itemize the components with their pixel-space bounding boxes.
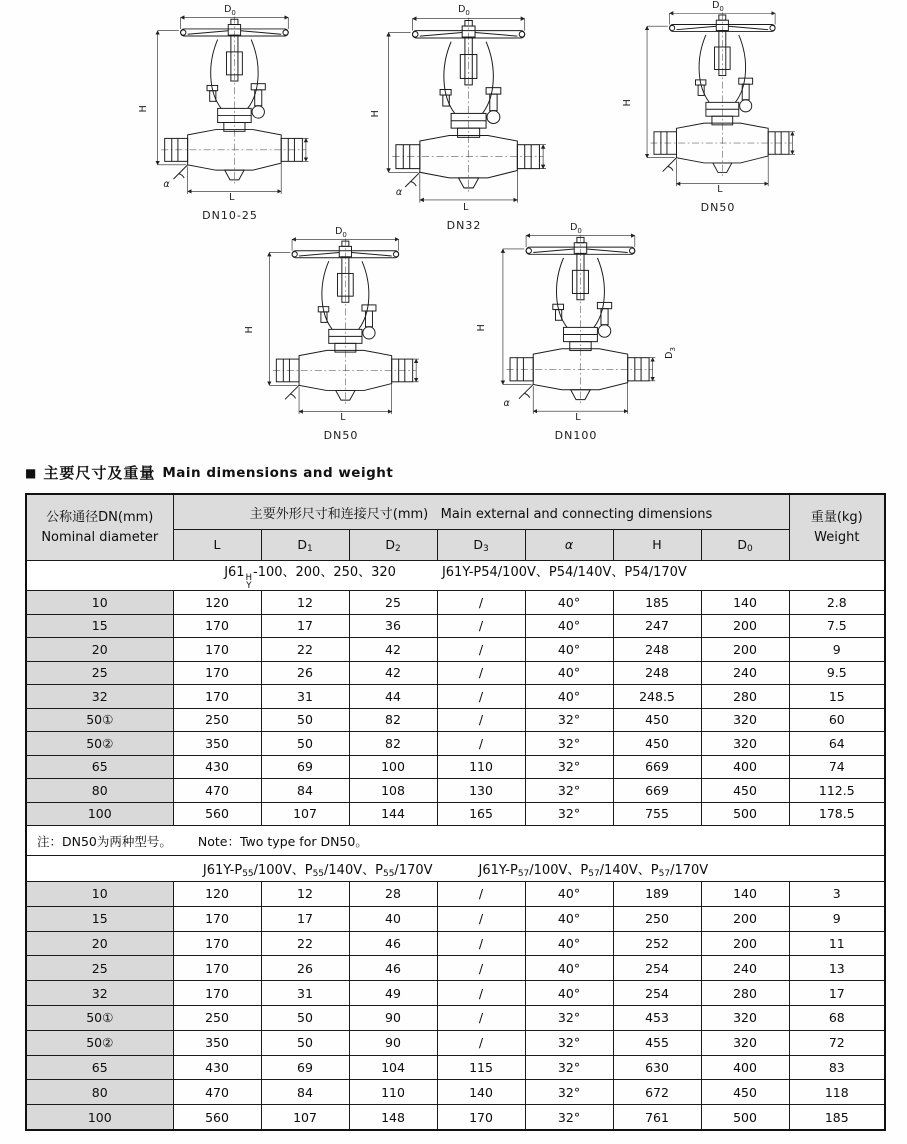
model-series-left: $J61Y-P_{55}/100V$、$P_{55}/140V$、$P_{55}/170V$ xyxy=(202,862,433,879)
dimension-label-d0: $D_0$ xyxy=(712,0,724,13)
weight-cell: 9 xyxy=(789,638,885,662)
d3-cell: / xyxy=(437,614,525,638)
d0-cell: 500 xyxy=(701,1105,789,1130)
table-row xyxy=(26,755,885,779)
d0-cell: 200 xyxy=(701,614,789,638)
d2-cell: 46 xyxy=(349,931,437,956)
d0-cell: 200 xyxy=(701,906,789,931)
d3-cell: / xyxy=(437,882,525,907)
nominal-diameter-cell: 100 xyxy=(26,802,173,826)
dimension-label-alpha: α xyxy=(395,187,403,199)
d1-cell: 50 xyxy=(261,1030,349,1055)
d2-cell: 42 xyxy=(349,661,437,685)
dimension-label-l: L xyxy=(575,411,581,423)
h-cell: 248 xyxy=(613,638,701,662)
alpha-cell: 32° xyxy=(525,708,613,732)
table-row xyxy=(26,1080,885,1105)
d3-cell: 130 xyxy=(437,779,525,803)
weight-cell: 68 xyxy=(789,1005,885,1030)
l-cell: 250 xyxy=(173,708,261,732)
l-cell: 350 xyxy=(173,1030,261,1055)
col-header-nominal-diameter xyxy=(26,494,173,561)
alpha-cell: 32° xyxy=(525,779,613,803)
d2-cell: 82 xyxy=(349,708,437,732)
d1-cell: 69 xyxy=(261,755,349,779)
dimensions-weight-table xyxy=(25,493,886,1131)
alpha-cell: 32° xyxy=(525,802,613,826)
nominal-diameter-cell: 100 xyxy=(26,1105,173,1130)
l-cell: 430 xyxy=(173,1055,261,1080)
d3-cell: / xyxy=(437,661,525,685)
d2-cell: 28 xyxy=(349,882,437,907)
d2-cell: 148 xyxy=(349,1105,437,1130)
table-row xyxy=(26,638,885,662)
h-cell: 185 xyxy=(613,591,701,615)
d2-cell: 82 xyxy=(349,732,437,756)
nominal-diameter-cell: 32 xyxy=(26,981,173,1006)
table-row xyxy=(26,661,885,685)
d1-cell: 12 xyxy=(261,591,349,615)
d0-cell: 320 xyxy=(701,708,789,732)
l-cell: 170 xyxy=(173,638,261,662)
d0-cell: 450 xyxy=(701,779,789,803)
col-header-d3: $D_3$ xyxy=(437,530,525,561)
d1-cell: 69 xyxy=(261,1055,349,1080)
d0-cell: 240 xyxy=(701,956,789,981)
d0-cell: 280 xyxy=(701,981,789,1006)
d0-cell: 140 xyxy=(701,591,789,615)
section-title-en: Main dimensions and weight xyxy=(162,464,394,481)
h-cell: 248.5 xyxy=(613,685,701,709)
nominal-diameter-cell: 80 xyxy=(26,779,173,803)
d0-cell: 320 xyxy=(701,732,789,756)
d2-cell: 100 xyxy=(349,755,437,779)
dimension-label-h: H xyxy=(243,326,255,334)
weight-cell: 13 xyxy=(789,956,885,981)
table-row xyxy=(26,1005,885,1030)
weight-cell: 185 xyxy=(789,1105,885,1130)
nominal-diameter-cn: 公称通径DN(mm) xyxy=(46,510,154,525)
d2-cell: 144 xyxy=(349,802,437,826)
valve-drawing-dn50-a xyxy=(621,0,812,216)
dimension-label-d0: $D_0$ xyxy=(458,4,470,17)
note-en: Note：Two type for DN50。 xyxy=(197,833,368,849)
d0-cell: 500 xyxy=(701,802,789,826)
l-cell: 430 xyxy=(173,755,261,779)
d1-cell: 84 xyxy=(261,779,349,803)
h-cell: 254 xyxy=(613,981,701,1006)
dimension-label-l: L xyxy=(463,201,469,213)
h-cell: 630 xyxy=(613,1055,701,1080)
d3-cell: 110 xyxy=(437,755,525,779)
dimension-label-h: H xyxy=(621,99,633,107)
square-bullet-icon: ■ xyxy=(25,465,37,480)
model-series-right: $J61Y-P_{57}/100V$、$P_{57}/140V$、$P_{57}/170V$ xyxy=(478,862,709,879)
dimension-label-alpha: α xyxy=(163,178,170,190)
l-cell: 470 xyxy=(173,779,261,803)
weight-cell: 9 xyxy=(789,906,885,931)
d3-cell: / xyxy=(437,685,525,709)
table-row xyxy=(26,708,885,732)
weight-cell: 2.8 xyxy=(789,591,885,615)
globe-valve-illustration xyxy=(621,2,812,201)
d3-cell: / xyxy=(437,732,525,756)
l-cell: 170 xyxy=(173,685,261,709)
nominal-diameter-cell: 20 xyxy=(26,931,173,956)
h-cell: 453 xyxy=(613,1005,701,1030)
dimension-label-l: L xyxy=(340,411,346,423)
l-cell: 170 xyxy=(173,614,261,638)
d0-cell: 200 xyxy=(701,931,789,956)
d2-cell: 44 xyxy=(349,685,437,709)
table-row xyxy=(26,882,885,907)
nominal-diameter-cell: 25 xyxy=(26,661,173,685)
d1-cell: 26 xyxy=(261,956,349,981)
nominal-diameter-cell: 50② xyxy=(26,732,173,756)
alpha-cell: 32° xyxy=(525,1030,613,1055)
d0-cell: 200 xyxy=(701,638,789,662)
table-row xyxy=(26,1030,885,1055)
alpha-cell: 40° xyxy=(525,882,613,907)
alpha-cell: 32° xyxy=(525,1105,613,1130)
l-cell: 560 xyxy=(173,802,261,826)
h-cell: 189 xyxy=(613,882,701,907)
d0-cell: 400 xyxy=(701,1055,789,1080)
l-cell: 470 xyxy=(173,1080,261,1105)
valve-drawing-dn32 xyxy=(369,4,556,234)
valve-drawings-section xyxy=(0,0,907,452)
model-series-left: J61 H Y -100、200、250、320 xyxy=(224,565,396,591)
table-row xyxy=(26,956,885,981)
d2-cell: 40 xyxy=(349,906,437,931)
col-header-d1: $D_1$ xyxy=(261,530,349,561)
alpha-cell: 32° xyxy=(525,1005,613,1030)
d1-cell: 31 xyxy=(261,981,349,1006)
nominal-diameter-cell: 65 xyxy=(26,1055,173,1080)
d3-cell: / xyxy=(437,638,525,662)
alpha-cell: 40° xyxy=(525,931,613,956)
section-title xyxy=(25,462,907,483)
d0-cell: 400 xyxy=(701,755,789,779)
globe-valve-illustration xyxy=(243,228,436,429)
nominal-diameter-cell: 15 xyxy=(26,614,173,638)
l-cell: 170 xyxy=(173,906,261,931)
d1-cell: 22 xyxy=(261,931,349,956)
l-cell: 350 xyxy=(173,732,261,756)
table-row xyxy=(26,802,885,826)
d1-cell: 17 xyxy=(261,906,349,931)
d3-cell: / xyxy=(437,906,525,931)
d3-cell: / xyxy=(437,708,525,732)
weight-cell: 7.5 xyxy=(789,614,885,638)
d1-cell: 17 xyxy=(261,614,349,638)
h-cell: 450 xyxy=(613,708,701,732)
col-header-h: H xyxy=(613,530,701,561)
table-row xyxy=(26,685,885,709)
d1-cell: 107 xyxy=(261,1105,349,1130)
d3-cell: 140 xyxy=(437,1080,525,1105)
d2-cell: 25 xyxy=(349,591,437,615)
drawing-caption: DN10-25 xyxy=(202,209,258,222)
h-cell: 761 xyxy=(613,1105,701,1130)
weight-cell: 15 xyxy=(789,685,885,709)
drawing-caption: DN50 xyxy=(323,429,359,442)
dimension-label-h: H xyxy=(137,105,149,113)
d2-cell: 46 xyxy=(349,956,437,981)
h-cell: 455 xyxy=(613,1030,701,1055)
valve-drawing-dn10-25 xyxy=(137,4,320,224)
section-title-cn: 主要尺寸及重量 xyxy=(43,464,156,482)
model-series-row xyxy=(26,856,885,882)
weight-cell: 11 xyxy=(789,931,885,956)
dimension-label-h: H xyxy=(369,109,381,117)
h-cell: 254 xyxy=(613,956,701,981)
h-cell: 669 xyxy=(613,755,701,779)
nominal-diameter-cell: 50① xyxy=(26,708,173,732)
d0-cell: 140 xyxy=(701,882,789,907)
col-header-l: L xyxy=(173,530,261,561)
l-cell: 170 xyxy=(173,931,261,956)
weight-cell: 9.5 xyxy=(789,661,885,685)
dimension-label-d0: $D_0$ xyxy=(224,4,236,17)
h-cell: 669 xyxy=(613,779,701,803)
alpha-cell: 40° xyxy=(525,614,613,638)
dimension-label-alpha: α xyxy=(503,398,510,410)
weight-cell: 118 xyxy=(789,1080,885,1105)
weight-cell: 64 xyxy=(789,732,885,756)
valve-drawing-dn100 xyxy=(475,222,678,444)
alpha-cell: 32° xyxy=(525,1080,613,1105)
alpha-cell: 40° xyxy=(525,661,613,685)
h-cell: 755 xyxy=(613,802,701,826)
d2-cell: 90 xyxy=(349,1005,437,1030)
d0-cell: 280 xyxy=(701,685,789,709)
d2-cell: 36 xyxy=(349,614,437,638)
d2-cell: 104 xyxy=(349,1055,437,1080)
weight-cell: 3 xyxy=(789,882,885,907)
table-row xyxy=(26,732,885,756)
d3-cell: / xyxy=(437,931,525,956)
col-header-main-dimensions xyxy=(173,494,789,530)
col-header-d2: $D_2$ xyxy=(349,530,437,561)
l-cell: 120 xyxy=(173,882,261,907)
d2-cell: 42 xyxy=(349,638,437,662)
valve-drawing-dn50-b xyxy=(243,226,436,444)
nominal-diameter-cell: 10 xyxy=(26,882,173,907)
d2-cell: 108 xyxy=(349,779,437,803)
h-cell: 672 xyxy=(613,1080,701,1105)
alpha-cell: 40° xyxy=(525,638,613,662)
weight-cell: 60 xyxy=(789,708,885,732)
d3-cell: 170 xyxy=(437,1105,525,1130)
weight-cell: 83 xyxy=(789,1055,885,1080)
d1-cell: 50 xyxy=(261,1005,349,1030)
alpha-cell: 40° xyxy=(525,906,613,931)
l-cell: 560 xyxy=(173,1105,261,1130)
alpha-cell: 40° xyxy=(525,956,613,981)
col-header-weight xyxy=(789,494,885,561)
nominal-diameter-cell: 80 xyxy=(26,1080,173,1105)
l-cell: 170 xyxy=(173,956,261,981)
table-row xyxy=(26,931,885,956)
main-dimensions-cn: 主要外形尺寸和连接尺寸(mm) xyxy=(249,506,429,522)
nominal-diameter-cell: 10 xyxy=(26,591,173,615)
nominal-diameter-cell: 65 xyxy=(26,755,173,779)
dimension-label-d3: $D_3$ xyxy=(664,347,678,360)
drawing-caption: DN50 xyxy=(700,201,736,214)
d2-cell: 90 xyxy=(349,1030,437,1055)
dimension-label-l: L xyxy=(717,183,723,195)
d3-cell: / xyxy=(437,591,525,615)
l-cell: 250 xyxy=(173,1005,261,1030)
d0-cell: 240 xyxy=(701,661,789,685)
model-series-right: J61Y-P54/100V、P54/140V、P54/170V xyxy=(441,565,687,580)
h-cell: 252 xyxy=(613,931,701,956)
d1-cell: 84 xyxy=(261,1080,349,1105)
table-row xyxy=(26,779,885,803)
weight-en: Weight xyxy=(814,529,860,545)
weight-cell: 74 xyxy=(789,755,885,779)
col-header-alpha: α xyxy=(525,530,613,561)
d3-cell: / xyxy=(437,956,525,981)
nominal-diameter-cell: 50① xyxy=(26,1005,173,1030)
nominal-diameter-cell: 25 xyxy=(26,956,173,981)
weight-cn: 重量(kg) xyxy=(810,510,863,525)
alpha-cell: 32° xyxy=(525,755,613,779)
d2-cell: 110 xyxy=(349,1080,437,1105)
weight-cell: 178.5 xyxy=(789,802,885,826)
table-row xyxy=(26,614,885,638)
l-cell: 120 xyxy=(173,591,261,615)
d0-cell: 320 xyxy=(701,1005,789,1030)
nominal-diameter-en: Nominal diameter xyxy=(41,529,159,545)
d1-cell: 26 xyxy=(261,661,349,685)
dimension-label-l: L xyxy=(229,191,235,203)
h-cell: 250 xyxy=(613,906,701,931)
d3-cell: / xyxy=(437,981,525,1006)
alpha-cell: 32° xyxy=(525,1055,613,1080)
dimension-label-h: H xyxy=(475,324,487,332)
dimension-label-d0: $D_0$ xyxy=(335,226,347,239)
d1-cell: 31 xyxy=(261,685,349,709)
weight-cell: 17 xyxy=(789,981,885,1006)
col-header-d0: $D_0$ xyxy=(701,530,789,561)
nominal-diameter-cell: 50② xyxy=(26,1030,173,1055)
table-row xyxy=(26,1055,885,1080)
note-cn: 注：DN50为两种型号。 xyxy=(37,833,172,849)
nominal-diameter-cell: 32 xyxy=(26,685,173,709)
d1-cell: 107 xyxy=(261,802,349,826)
d0-cell: 320 xyxy=(701,1030,789,1055)
table-row xyxy=(26,906,885,931)
d1-cell: 12 xyxy=(261,882,349,907)
table-row xyxy=(26,591,885,615)
note-row xyxy=(26,826,885,856)
d0-cell: 450 xyxy=(701,1080,789,1105)
d2-cell: 49 xyxy=(349,981,437,1006)
table-body xyxy=(26,561,885,1130)
l-cell: 170 xyxy=(173,661,261,685)
d3-cell: / xyxy=(437,1030,525,1055)
d1-cell: 22 xyxy=(261,638,349,662)
table-row xyxy=(26,981,885,1006)
alpha-cell: 32° xyxy=(525,732,613,756)
l-cell: 170 xyxy=(173,981,261,1006)
nominal-diameter-cell: 15 xyxy=(26,906,173,931)
main-dimensions-en: Main external and connecting dimensions xyxy=(440,506,713,522)
alpha-cell: 40° xyxy=(525,591,613,615)
dimension-label-d0: $D_0$ xyxy=(570,222,582,235)
d3-cell: 115 xyxy=(437,1055,525,1080)
h-cell: 450 xyxy=(613,732,701,756)
h-cell: 248 xyxy=(613,661,701,685)
drawing-caption: DN100 xyxy=(554,429,598,442)
d3-cell: / xyxy=(437,1005,525,1030)
d1-cell: 50 xyxy=(261,732,349,756)
weight-cell: 72 xyxy=(789,1030,885,1055)
drawing-caption: DN32 xyxy=(446,219,482,232)
alpha-cell: 40° xyxy=(525,981,613,1006)
table-row xyxy=(26,1105,885,1130)
d1-cell: 50 xyxy=(261,708,349,732)
model-series-row xyxy=(26,561,885,591)
h-cell: 247 xyxy=(613,614,701,638)
alpha-cell: 40° xyxy=(525,685,613,709)
nominal-diameter-cell: 20 xyxy=(26,638,173,662)
d3-cell: 165 xyxy=(437,802,525,826)
weight-cell: 112.5 xyxy=(789,779,885,803)
